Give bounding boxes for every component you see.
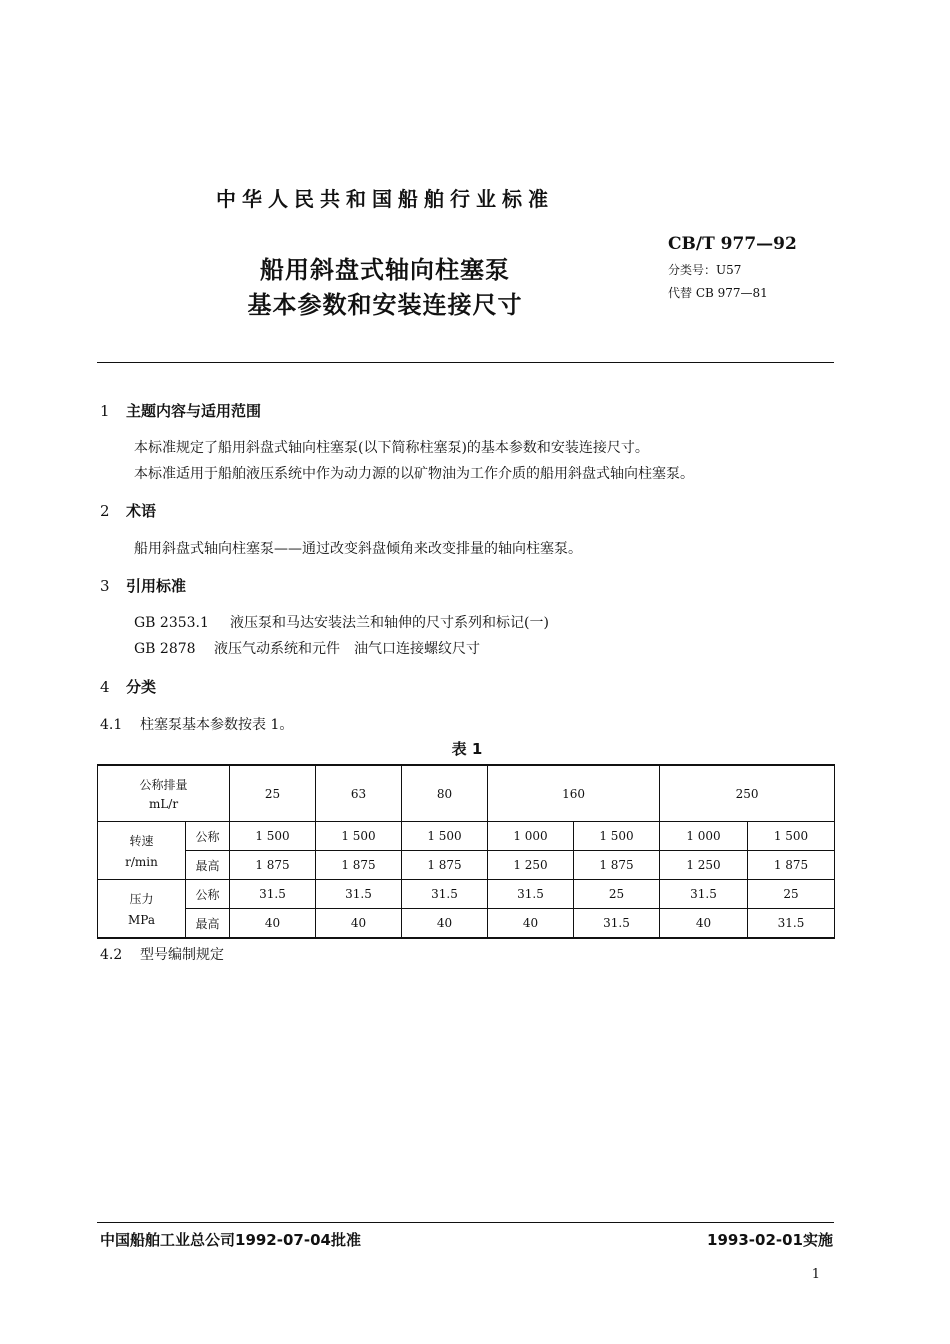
displacement-header: [98, 765, 230, 822]
table-cell: 25: [230, 765, 316, 822]
implementation-date: 1993-02-01实施: [707, 1231, 833, 1249]
table-cell: 31.5: [488, 880, 574, 909]
parameter-table: [97, 764, 835, 939]
table-row: [98, 880, 835, 909]
table-cell: 40: [230, 909, 316, 939]
header-rule: [97, 362, 834, 363]
header-unit: MPa: [128, 913, 155, 927]
table-cell: 1 250: [660, 851, 748, 880]
sub-header: 最高: [186, 851, 230, 880]
reference-title: 液压气动系统和元件 油气口连接螺纹尺寸: [214, 641, 480, 657]
section-3-heading: [100, 575, 186, 596]
table-cell: 1 500: [316, 822, 402, 851]
speed-header: [98, 822, 186, 880]
table-row: [98, 909, 835, 939]
pressure-header: [98, 880, 186, 939]
sub-header: 公称: [186, 822, 230, 851]
section-1-heading: [100, 400, 261, 421]
table-cell: 25: [574, 880, 660, 909]
sub-header: 公称: [186, 880, 230, 909]
reference-1: [134, 612, 549, 632]
table-cell: 250: [660, 765, 835, 822]
table-cell: 31.5: [660, 880, 748, 909]
table-cell: 1 000: [660, 822, 748, 851]
header-label: 压力: [129, 892, 154, 906]
table-cell: 31.5: [748, 909, 835, 939]
header-label: 公称排量: [139, 778, 188, 792]
section-title: 术语: [126, 502, 157, 520]
clause-4-1: [100, 714, 293, 734]
table-cell: 1 875: [402, 851, 488, 880]
table-cell: 1 875: [230, 851, 316, 880]
issuing-body: 中华人民共和国船舶行业标准: [216, 187, 554, 211]
section-number: 1: [100, 402, 110, 420]
table-cell: 1 500: [574, 822, 660, 851]
table-cell: 40: [488, 909, 574, 939]
table-cell: 31.5: [402, 880, 488, 909]
table-cell: 1 500: [402, 822, 488, 851]
table-cell: 40: [402, 909, 488, 939]
table-cell: 31.5: [574, 909, 660, 939]
section-number: 2: [100, 502, 110, 520]
section-number: 4: [100, 678, 110, 696]
section-title: 引用标准: [126, 577, 187, 595]
table-cell: 80: [402, 765, 488, 822]
table-cell: 1 875: [316, 851, 402, 880]
section-number: 3: [100, 577, 110, 595]
clause-text: 型号编制规定: [140, 947, 224, 963]
standard-title-line1: 船用斜盘式轴向柱塞泵: [260, 256, 510, 284]
table-caption: 表 1: [451, 740, 483, 758]
section-title: 主题内容与适用范围: [126, 402, 262, 420]
table-cell: 40: [316, 909, 402, 939]
page-number: 1: [811, 1267, 820, 1282]
table-cell: 1 500: [230, 822, 316, 851]
section-4-heading: [100, 676, 156, 697]
replaces-standard: 代替 CB 977—81: [668, 286, 768, 300]
footer-rule: [97, 1222, 834, 1223]
reference-2: [134, 638, 480, 658]
table-row: [98, 765, 835, 822]
section-1-para-1: 本标准规定了船用斜盘式轴向柱塞泵(以下简称柱塞泵)的基本参数和安装连接尺寸。: [134, 440, 649, 456]
classification-code: 分类号：U57: [668, 263, 742, 277]
section-2-heading: [100, 500, 156, 521]
sub-header: 最高: [186, 909, 230, 939]
table-cell: 31.5: [230, 880, 316, 909]
table-cell: 1 000: [488, 822, 574, 851]
table-cell: 1 500: [748, 822, 835, 851]
section-title: 分类: [126, 678, 157, 696]
table-cell: 31.5: [316, 880, 402, 909]
clause-number: 4.1: [100, 717, 123, 733]
section-1-para-2: 本标准适用于船舶液压系统中作为动力源的以矿物油为工作介质的船用斜盘式轴向柱塞泵。: [134, 466, 694, 482]
table-cell: 25: [748, 880, 835, 909]
reference-code: GB 2353.1: [134, 615, 209, 631]
header-label: 转速: [129, 834, 154, 848]
table-cell: 160: [488, 765, 660, 822]
table-cell: 40: [660, 909, 748, 939]
standard-number: CB/T 977—92: [668, 234, 797, 254]
table-row: [98, 851, 835, 880]
table-cell: 1 250: [488, 851, 574, 880]
clause-4-2: [100, 944, 224, 964]
reference-title: 液压泵和马达安装法兰和轴伸的尺寸系列和标记(一): [230, 615, 549, 631]
reference-code: GB 2878: [134, 641, 196, 657]
header-unit: r/min: [125, 855, 158, 869]
table-row: [98, 822, 835, 851]
clause-number: 4.2: [100, 947, 123, 963]
clause-text: 柱塞泵基本参数按表 1。: [140, 717, 294, 733]
standard-title-line2: 基本参数和安装连接尺寸: [247, 291, 523, 319]
table-cell: 63: [316, 765, 402, 822]
approval-line: 中国船舶工业总公司1992-07-04批准: [100, 1231, 361, 1249]
header-unit: mL/r: [148, 797, 179, 811]
table-cell: 1 875: [748, 851, 835, 880]
section-2-para-1: 船用斜盘式轴向柱塞泵——通过改变斜盘倾角来改变排量的轴向柱塞泵。: [134, 541, 582, 557]
table-cell: 1 875: [574, 851, 660, 880]
